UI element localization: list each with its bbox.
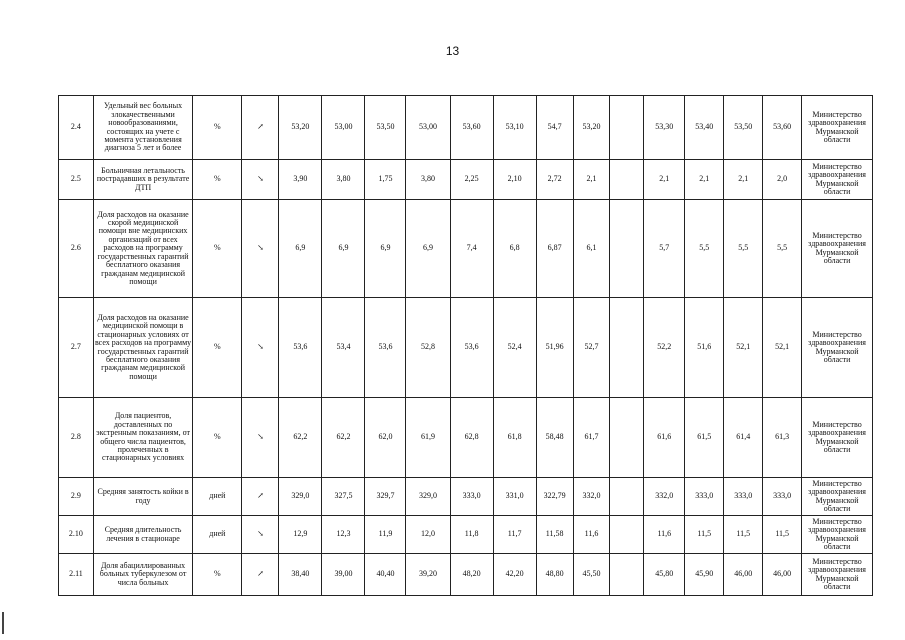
blank-cell: [610, 298, 644, 398]
indicator-name-cell: Удельный вес больных злокачественными новообразованиями, состоящих на учете с момента установления диагноза 5 лет и более: [93, 96, 192, 160]
value-cell: 3,80: [322, 160, 365, 200]
ministry-cell: Министерство здравоохранения Мурманской области: [802, 516, 873, 554]
indicator-name-cell: Доля абациллированных больных туберкулезом от числа больных: [93, 554, 192, 596]
unit-cell: %: [193, 96, 242, 160]
page-number: 13: [445, 44, 460, 58]
value-cell: 5,7: [644, 200, 685, 298]
value-cell: 2,72: [536, 160, 573, 200]
table-row: [59, 516, 873, 554]
value-cell: 12,3: [322, 516, 365, 554]
value-cell: 329,7: [365, 478, 406, 516]
unit-cell: %: [193, 298, 242, 398]
value-cell: 58,48: [536, 398, 573, 478]
trend-arrow-icon: ↗: [242, 554, 279, 596]
value-cell: 52,7: [573, 298, 610, 398]
value-cell: 333,0: [763, 478, 802, 516]
value-cell: 6,9: [279, 200, 322, 298]
table-row: [59, 398, 873, 478]
value-cell: 53,00: [406, 96, 450, 160]
value-cell: 62,2: [322, 398, 365, 478]
value-cell: 61,9: [406, 398, 450, 478]
value-cell: 333,0: [450, 478, 493, 516]
value-cell: 51,6: [685, 298, 724, 398]
value-cell: 46,00: [763, 554, 802, 596]
blank-cell: [610, 160, 644, 200]
indicator-name-cell: Больничная летальность пострадавших в результате ДТП: [93, 160, 192, 200]
blank-cell: [610, 200, 644, 298]
ministry-cell: Министерство здравоохранения Мурманской области: [802, 478, 873, 516]
ministry-cell: Министерство здравоохранения Мурманской области: [802, 554, 873, 596]
table-row: [59, 554, 873, 596]
value-cell: 6,8: [493, 200, 536, 298]
value-cell: 53,40: [685, 96, 724, 160]
value-cell: 11,9: [365, 516, 406, 554]
value-cell: 6,87: [536, 200, 573, 298]
unit-cell: дней: [193, 478, 242, 516]
value-cell: 7,4: [450, 200, 493, 298]
value-cell: 48,20: [450, 554, 493, 596]
value-cell: 45,50: [573, 554, 610, 596]
value-cell: 1,75: [365, 160, 406, 200]
value-cell: 53,6: [365, 298, 406, 398]
table-row: [59, 96, 873, 160]
blank-cell: [610, 398, 644, 478]
value-cell: 52,8: [406, 298, 450, 398]
table-row: [59, 160, 873, 200]
value-cell: 61,7: [573, 398, 610, 478]
trend-arrow-icon: ↘: [242, 160, 279, 200]
unit-cell: дней: [193, 516, 242, 554]
value-cell: 53,50: [365, 96, 406, 160]
value-cell: 40,40: [365, 554, 406, 596]
value-cell: 6,9: [365, 200, 406, 298]
indicator-name-cell: Доля расходов на оказание скорой медицинской помощи вне медицинских организаций от всех расходов на программу государственных гарантий бесплатного оказания гражданам медицинской помощи: [93, 200, 192, 298]
value-cell: 2,1: [724, 160, 763, 200]
table-row: [59, 200, 873, 298]
trend-arrow-icon: ↘: [242, 298, 279, 398]
value-cell: 62,0: [365, 398, 406, 478]
value-cell: 11,8: [450, 516, 493, 554]
value-cell: 2,25: [450, 160, 493, 200]
trend-arrow-icon: ↗: [242, 478, 279, 516]
value-cell: 53,30: [644, 96, 685, 160]
value-cell: 48,80: [536, 554, 573, 596]
trend-arrow-icon: ↘: [242, 200, 279, 298]
table-row: [59, 478, 873, 516]
indicator-name-cell: Средняя занятость койки в году: [93, 478, 192, 516]
ministry-cell: Министерство здравоохранения Мурманской области: [802, 298, 873, 398]
value-cell: 52,2: [644, 298, 685, 398]
value-cell: 12,0: [406, 516, 450, 554]
value-cell: 52,4: [493, 298, 536, 398]
row-number-cell: 2.4: [59, 96, 94, 160]
value-cell: 11,5: [685, 516, 724, 554]
value-cell: 11,5: [763, 516, 802, 554]
value-cell: 45,80: [644, 554, 685, 596]
value-cell: 5,5: [685, 200, 724, 298]
unit-cell: %: [193, 160, 242, 200]
value-cell: 53,10: [493, 96, 536, 160]
value-cell: 11,6: [644, 516, 685, 554]
value-cell: 54,7: [536, 96, 573, 160]
value-cell: 332,0: [644, 478, 685, 516]
indicator-name-cell: Доля пациентов, доставленных по экстренным показаниям, от общего числа пациентов, пролеченных в стационарных условиях: [93, 398, 192, 478]
row-number-cell: 2.11: [59, 554, 94, 596]
value-cell: 42,20: [493, 554, 536, 596]
indicator-name-cell: Доля расходов на оказание медицинской помощи в стационарных условиях от всех расходов на программу государственных гарантий бесплатного оказания гражданам медицинской помощи: [93, 298, 192, 398]
value-cell: 2,10: [493, 160, 536, 200]
value-cell: 331,0: [493, 478, 536, 516]
row-number-cell: 2.9: [59, 478, 94, 516]
value-cell: 61,6: [644, 398, 685, 478]
indicators-table: [58, 95, 873, 596]
row-number-cell: 2.5: [59, 160, 94, 200]
value-cell: 2,1: [644, 160, 685, 200]
value-cell: 5,5: [763, 200, 802, 298]
value-cell: 62,8: [450, 398, 493, 478]
value-cell: 45,90: [685, 554, 724, 596]
value-cell: 52,1: [724, 298, 763, 398]
value-cell: 329,0: [279, 478, 322, 516]
value-cell: 333,0: [685, 478, 724, 516]
ministry-cell: Министерство здравоохранения Мурманской области: [802, 160, 873, 200]
value-cell: 62,2: [279, 398, 322, 478]
value-cell: 38,40: [279, 554, 322, 596]
value-cell: 6,1: [573, 200, 610, 298]
value-cell: 3,90: [279, 160, 322, 200]
value-cell: 53,00: [322, 96, 365, 160]
value-cell: 51,96: [536, 298, 573, 398]
ministry-cell: Министерство здравоохранения Мурманской области: [802, 200, 873, 298]
unit-cell: %: [193, 554, 242, 596]
ministry-cell: Министерство здравоохранения Мурманской области: [802, 96, 873, 160]
value-cell: 61,8: [493, 398, 536, 478]
value-cell: 61,3: [763, 398, 802, 478]
value-cell: 11,5: [724, 516, 763, 554]
value-cell: 52,1: [763, 298, 802, 398]
value-cell: 2,1: [685, 160, 724, 200]
value-cell: 322,79: [536, 478, 573, 516]
blank-cell: [610, 554, 644, 596]
value-cell: 53,6: [450, 298, 493, 398]
trend-arrow-icon: ↘: [242, 516, 279, 554]
value-cell: 2,0: [763, 160, 802, 200]
value-cell: 53,6: [279, 298, 322, 398]
value-cell: 39,20: [406, 554, 450, 596]
value-cell: 5,5: [724, 200, 763, 298]
row-number-cell: 2.8: [59, 398, 94, 478]
value-cell: 53,50: [724, 96, 763, 160]
value-cell: 53,60: [763, 96, 802, 160]
scan-edge-mark: [2, 612, 4, 634]
trend-arrow-icon: ↘: [242, 398, 279, 478]
trend-arrow-icon: ↗: [242, 96, 279, 160]
row-number-cell: 2.7: [59, 298, 94, 398]
row-number-cell: 2.10: [59, 516, 94, 554]
blank-cell: [610, 516, 644, 554]
ministry-cell: Министерство здравоохранения Мурманской области: [802, 398, 873, 478]
value-cell: 61,5: [685, 398, 724, 478]
value-cell: 329,0: [406, 478, 450, 516]
value-cell: 39,00: [322, 554, 365, 596]
value-cell: 6,9: [406, 200, 450, 298]
value-cell: 2,1: [573, 160, 610, 200]
table-row: [59, 298, 873, 398]
value-cell: 46,00: [724, 554, 763, 596]
value-cell: 332,0: [573, 478, 610, 516]
value-cell: 11,58: [536, 516, 573, 554]
value-cell: 53,20: [573, 96, 610, 160]
value-cell: 53,60: [450, 96, 493, 160]
unit-cell: %: [193, 200, 242, 298]
value-cell: 53,4: [322, 298, 365, 398]
value-cell: 12,9: [279, 516, 322, 554]
unit-cell: %: [193, 398, 242, 478]
value-cell: 327,5: [322, 478, 365, 516]
indicator-name-cell: Средняя длительность лечения в стационаре: [93, 516, 192, 554]
blank-cell: [610, 478, 644, 516]
row-number-cell: 2.6: [59, 200, 94, 298]
value-cell: 53,20: [279, 96, 322, 160]
value-cell: 3,80: [406, 160, 450, 200]
value-cell: 11,7: [493, 516, 536, 554]
value-cell: 333,0: [724, 478, 763, 516]
value-cell: 6,9: [322, 200, 365, 298]
blank-cell: [610, 96, 644, 160]
value-cell: 11,6: [573, 516, 610, 554]
value-cell: 61,4: [724, 398, 763, 478]
